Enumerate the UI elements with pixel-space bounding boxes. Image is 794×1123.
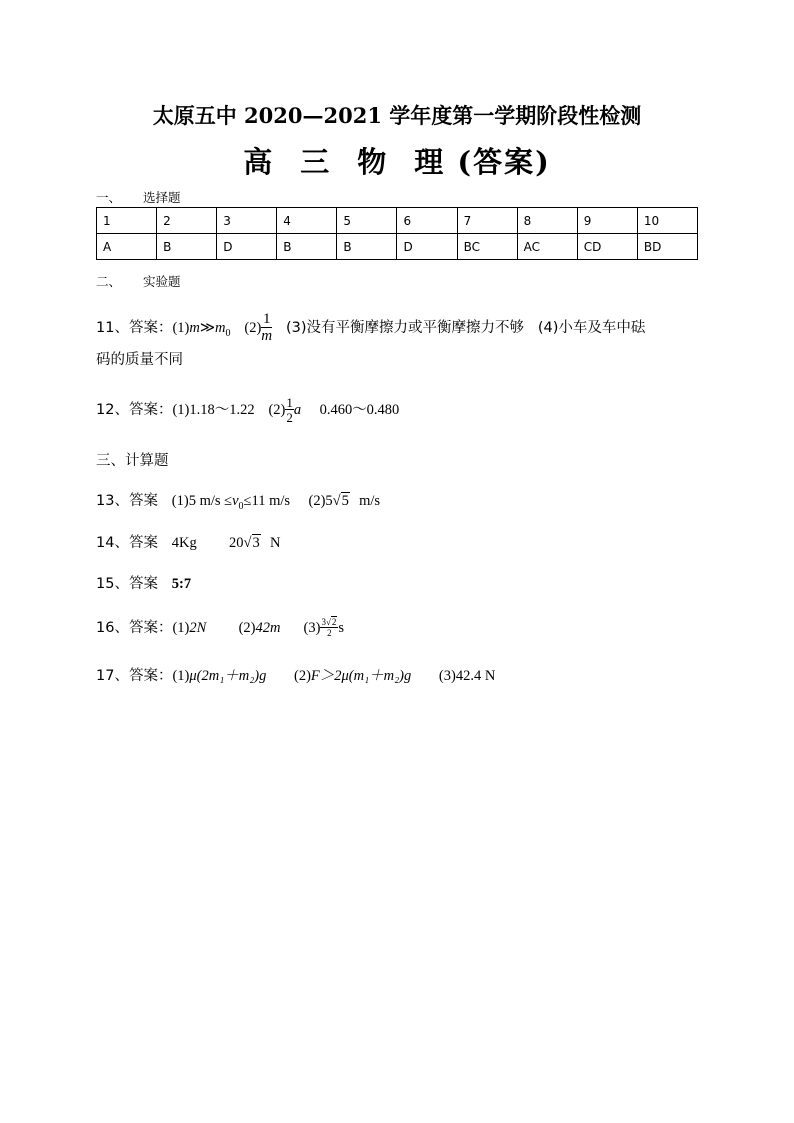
- sqrt: √2: [325, 617, 337, 627]
- sqrt-radicand: 3: [252, 535, 260, 551]
- subtitle-word-2: 三: [300, 145, 332, 179]
- part-label: (2): [268, 402, 286, 418]
- section-number: 二、: [96, 274, 122, 289]
- section-experiment-heading: [96, 272, 181, 290]
- section-title: 实验题: [143, 274, 181, 289]
- answer-12: [96, 396, 399, 424]
- part-label: (2): [294, 668, 311, 684]
- section-calc-heading: 三、计算题: [96, 453, 169, 469]
- table-cell: 4: [277, 208, 337, 234]
- choice-answer-table: [96, 207, 698, 260]
- section-choice-heading: [96, 188, 181, 206]
- part-text: 4Kg: [171, 535, 197, 551]
- answer-prefix: 12、答案：: [96, 402, 173, 418]
- part-label: (2): [244, 320, 262, 336]
- table-cell: 8: [517, 208, 577, 234]
- answer-14: [96, 531, 280, 552]
- answer-prefix: 15、答案: [96, 576, 158, 592]
- page-title: 太原五中 2020—2021 学年度第一学期阶段性检测: [152, 103, 642, 128]
- answer-17: [96, 664, 495, 685]
- part-label: (1)1.18～1.22: [172, 402, 255, 418]
- table-cell: 9: [577, 208, 637, 234]
- table-cell: AC: [517, 234, 577, 260]
- table-cell: 2: [157, 208, 217, 234]
- table-row-numbers: [97, 208, 698, 234]
- fraction: [320, 618, 338, 638]
- fraction: [285, 396, 294, 424]
- sqrt-radicand: 2: [331, 617, 337, 627]
- answer-13: [96, 489, 380, 512]
- part-label: (1): [172, 620, 190, 636]
- answer-prefix: 11、答案：: [96, 320, 173, 336]
- math-var: a: [293, 402, 302, 418]
- answer-11-line1: [96, 312, 645, 344]
- answer-16: [96, 616, 344, 638]
- math-subscript: 0: [225, 327, 231, 339]
- answer-prefix: 14、答案: [96, 535, 158, 551]
- part-label: (2)5: [308, 493, 333, 509]
- fraction-numerator: 1: [262, 311, 271, 327]
- answer-15: [96, 572, 191, 593]
- table-cell: BD: [637, 234, 697, 260]
- fraction-numerator: 3: [321, 617, 326, 627]
- fraction-denominator: 2: [286, 410, 293, 425]
- unit: s: [338, 620, 345, 636]
- part-text: (3)没有平衡摩擦力或平衡摩擦力不够: [285, 320, 524, 336]
- part-value: μ(2m₁＋m₂)g: [189, 668, 267, 684]
- math-op: ≫: [199, 320, 216, 336]
- table-cell: 3: [217, 208, 277, 234]
- sqrt: √5: [332, 493, 349, 509]
- unit: N: [269, 535, 281, 551]
- part-label: (1): [172, 668, 190, 684]
- math-var: m: [215, 320, 226, 336]
- section-number: 一、: [96, 190, 122, 205]
- part-text: ≤11 m/s: [243, 493, 291, 509]
- subtitle-word-4: 理 (答案): [414, 145, 551, 179]
- part-text: (1)5 m/s ≤: [171, 493, 233, 509]
- part-text: (4)小车及车中砝: [537, 320, 646, 336]
- math-var: m: [189, 320, 200, 336]
- sqrt-radicand: 5: [341, 493, 349, 509]
- part-value: 42m: [255, 620, 281, 636]
- table-cell: B: [157, 234, 217, 260]
- table-cell: D: [397, 234, 457, 260]
- subtitle-word-3: 物: [357, 145, 389, 179]
- part-label: (3): [303, 620, 321, 636]
- part-label: (1): [172, 320, 190, 336]
- answer-prefix: 17、答案：: [96, 668, 173, 684]
- section-title: 选择题: [143, 190, 181, 205]
- part-value: F＞2μ(m₁＋m₂)g: [310, 668, 412, 684]
- table-cell: 10: [637, 208, 697, 234]
- table-cell: 1: [97, 208, 157, 234]
- part-text: 5:7: [171, 576, 192, 592]
- table-row-answers: [97, 234, 698, 260]
- part-text: 0.460～0.480: [319, 402, 400, 418]
- answer-prefix: 13、答案: [96, 493, 158, 509]
- table-cell: D: [217, 234, 277, 260]
- table-cell: 5: [337, 208, 397, 234]
- fraction-denominator: m: [261, 328, 273, 344]
- part-text: (3)42.4 N: [438, 668, 496, 684]
- unit: m/s: [359, 493, 381, 509]
- fraction-denominator: 2: [327, 628, 332, 638]
- fraction: [261, 312, 272, 344]
- table-cell: B: [277, 234, 337, 260]
- part-value: 2N: [189, 620, 207, 636]
- table-cell: A: [97, 234, 157, 260]
- sqrt: √3: [243, 535, 260, 551]
- part-label: (2): [238, 620, 256, 636]
- answer-11-line2: 码的质量不同: [96, 352, 183, 368]
- table-cell: 7: [457, 208, 517, 234]
- table-cell: 6: [397, 208, 457, 234]
- answer-prefix: 16、答案：: [96, 620, 173, 636]
- table-cell: B: [337, 234, 397, 260]
- math-subscript: 0: [238, 500, 244, 512]
- page-subtitle: [0, 140, 794, 181]
- table-cell: BC: [457, 234, 517, 260]
- subtitle-word-1: 高: [243, 145, 275, 179]
- table-cell: CD: [577, 234, 637, 260]
- fraction-numerator: 1: [286, 395, 293, 410]
- math-var: v: [232, 493, 239, 509]
- part-text: 20: [229, 535, 244, 551]
